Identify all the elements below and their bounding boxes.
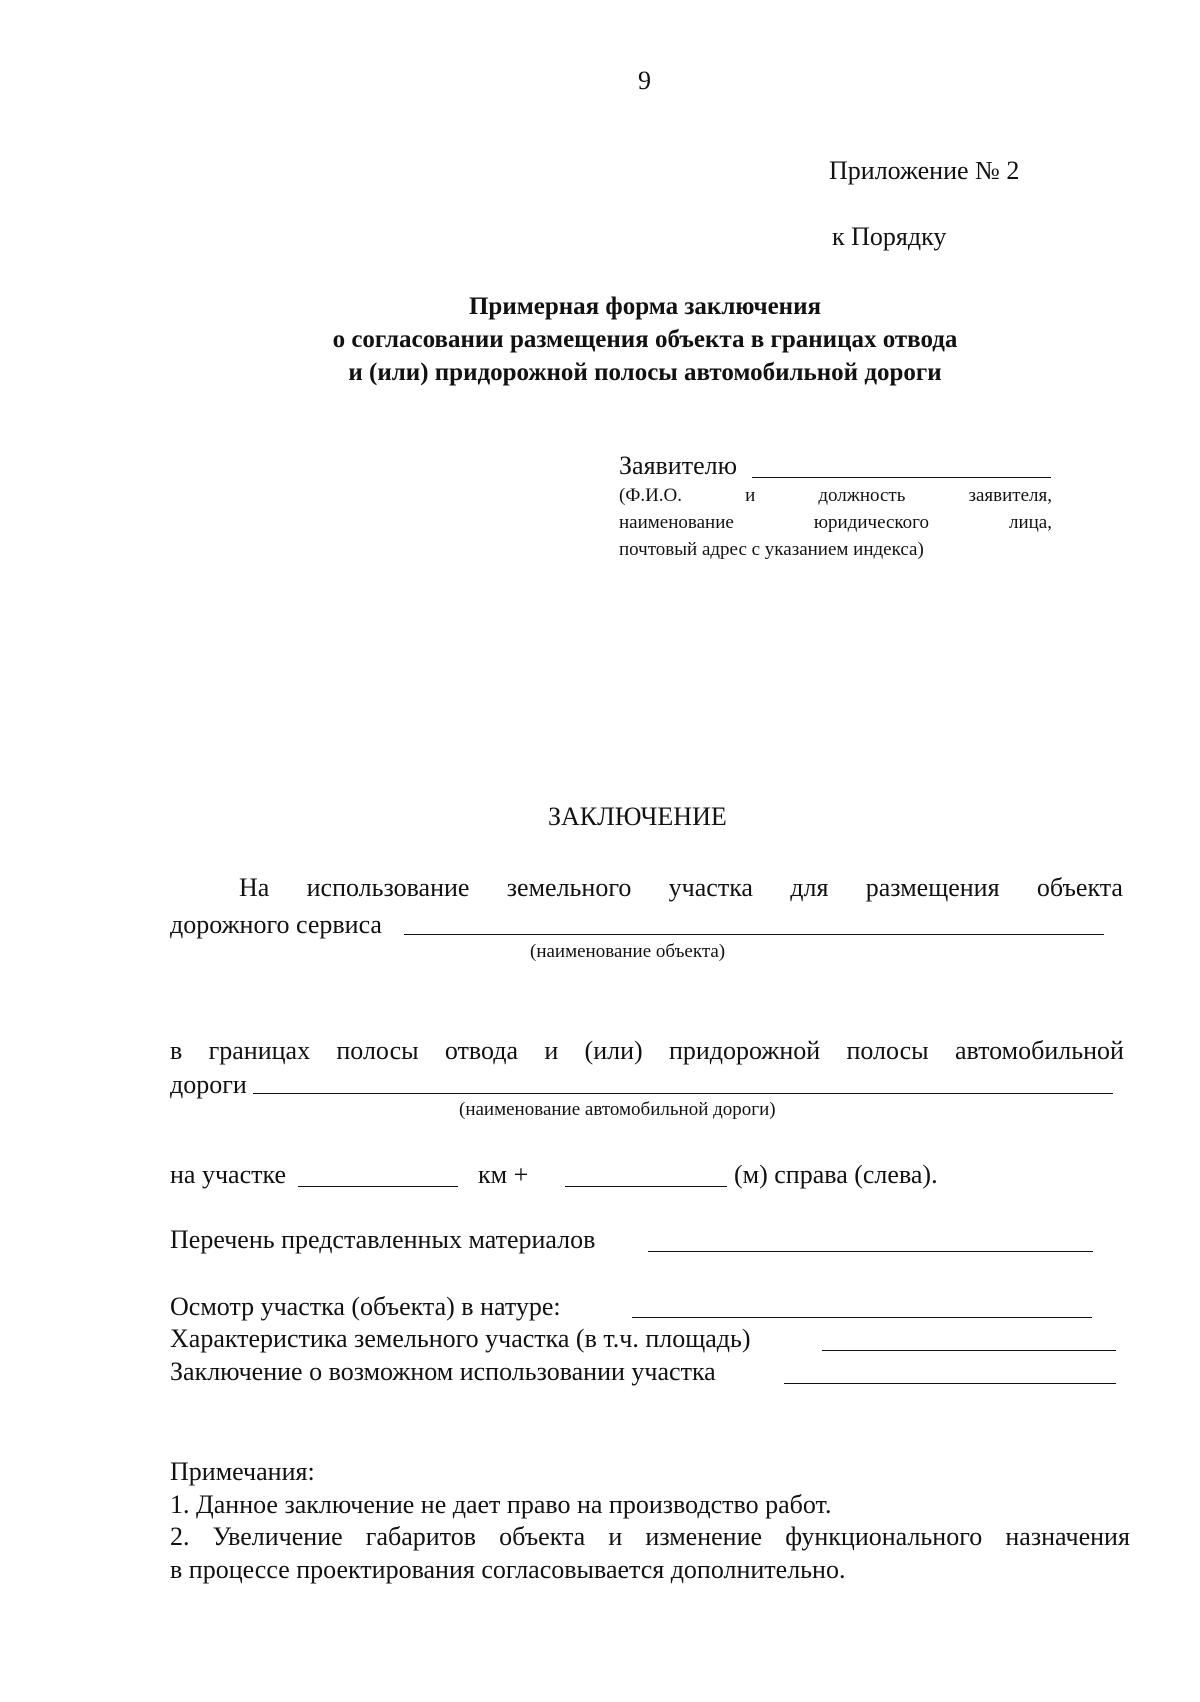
notes-title: Примечания: xyxy=(170,1457,315,1486)
materials-input-line[interactable] xyxy=(648,1251,1093,1252)
road-name-input-line[interactable] xyxy=(253,1093,1113,1094)
para1-word: для xyxy=(790,873,829,902)
note-word: 2. xyxy=(170,1522,190,1551)
applicant-hint-word: наименование xyxy=(619,512,734,533)
section-km-input-line[interactable] xyxy=(298,1186,458,1187)
note-item-2-line-2: в процессе проектирования согласовывается дополнительно. xyxy=(170,1555,846,1584)
form-heading-line-2: о согласовании размещения объекта в границах отвода xyxy=(332,326,958,353)
road-name-hint: (наименование автомобильной дороги) xyxy=(459,1099,776,1120)
applicant-hint-row-3: почтовый адрес с указанием индекса) xyxy=(619,539,924,560)
conclusion-input-line[interactable] xyxy=(784,1383,1116,1384)
para2-word: придорожной xyxy=(668,1036,821,1065)
applicant-hint-row-1 xyxy=(619,485,1052,507)
note-word: функционального xyxy=(785,1522,983,1551)
note-word: Увеличение xyxy=(212,1522,343,1551)
applicant-hint-word: (Ф.И.О. xyxy=(619,485,683,506)
applicant-label: Заявителю xyxy=(619,451,738,480)
note-word: объекта xyxy=(499,1522,586,1551)
para2-word: отвода xyxy=(444,1036,519,1065)
characteristics-label: Характеристика земельного участка (в т.ч. площадь) xyxy=(170,1324,751,1353)
applicant-input-line[interactable] xyxy=(752,477,1051,478)
form-heading-line-1: Примерная форма заключения xyxy=(468,293,822,320)
para2-word: и xyxy=(544,1036,559,1065)
form-heading xyxy=(200,290,1090,389)
para2-word: автомобильной xyxy=(954,1036,1124,1065)
object-name-hint: (наименование объекта) xyxy=(530,941,726,962)
applicant-hint-word: заявителя, xyxy=(968,485,1052,506)
para1-word: использование xyxy=(306,873,470,902)
para2-word: полосы xyxy=(336,1036,419,1065)
section-label: на участке xyxy=(170,1160,286,1189)
section-km-label: км + xyxy=(478,1160,529,1189)
conclusion-label: Заключение о возможном использовании участка xyxy=(170,1357,716,1386)
note-item-2-line-1 xyxy=(170,1522,1130,1552)
note-word: и xyxy=(608,1522,623,1551)
inspection-label: Осмотр участка (объекта) в натуре: xyxy=(170,1292,561,1321)
para2-line-1 xyxy=(170,1036,1124,1066)
note-word: назначения xyxy=(1005,1522,1130,1551)
page-number: 9 xyxy=(638,66,651,95)
note-word: изменение xyxy=(645,1522,763,1551)
para1-line-1 xyxy=(239,873,1123,903)
para1-word: объекта xyxy=(1036,873,1123,902)
para1-line-2: дорожного сервиса xyxy=(170,910,382,939)
object-name-input-line[interactable] xyxy=(404,934,1104,935)
section-side-label: (м) справа (слева). xyxy=(734,1160,938,1189)
section-m-input-line[interactable] xyxy=(565,1186,727,1187)
materials-label: Перечень представленных материалов xyxy=(170,1225,596,1254)
conclusion-title: ЗАКЛЮЧЕНИЕ xyxy=(548,802,727,831)
form-heading-line-3: и (или) придорожной полосы автомобильной дороги xyxy=(348,359,942,386)
inspection-input-line[interactable] xyxy=(632,1317,1092,1318)
para2-line-2: дороги xyxy=(170,1070,247,1099)
para1-word: земельного xyxy=(506,873,632,902)
note-word: габаритов xyxy=(365,1522,476,1551)
para2-word: в xyxy=(170,1036,183,1065)
note-item-1: 1. Данное заключение не дает право на производство работ. xyxy=(170,1490,832,1519)
para2-word: (или) xyxy=(584,1036,643,1065)
applicant-hint-word: и xyxy=(745,485,756,506)
applicant-hint-word: должность xyxy=(818,485,906,506)
para1-word: На xyxy=(239,873,270,902)
para2-word: полосы xyxy=(846,1036,929,1065)
para1-word: участка xyxy=(668,873,753,902)
para2-word: границах xyxy=(208,1036,311,1065)
appendix-number: Приложение № 2 xyxy=(829,156,1020,185)
applicant-hint-word: юридического xyxy=(813,512,929,533)
applicant-hint-word: лица, xyxy=(1008,512,1052,533)
applicant-hint-row-2 xyxy=(619,512,1052,534)
para1-word: размещения xyxy=(865,873,1000,902)
characteristics-input-line[interactable] xyxy=(822,1350,1116,1351)
appendix-reference: к Порядку xyxy=(832,222,947,251)
